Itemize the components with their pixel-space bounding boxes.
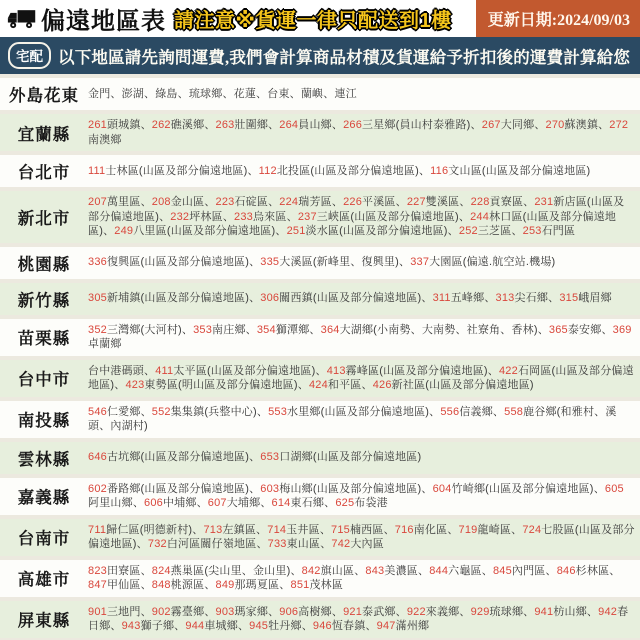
area-name: 阿里山鄉 bbox=[88, 497, 133, 509]
postal-code: 237 bbox=[297, 210, 317, 223]
area-name: 和平區 bbox=[327, 379, 362, 391]
area-name: 大園區(偏遠.航空站.機場) bbox=[429, 256, 556, 269]
postal-code: 605 bbox=[604, 482, 624, 495]
area-name: 三星鄉(員山村泰雅路) bbox=[362, 119, 471, 131]
area-name: 南澳鄉 bbox=[88, 133, 122, 146]
area-name: 員山鄉 bbox=[298, 119, 332, 131]
postal-code: 713 bbox=[203, 523, 223, 536]
postal-code: 207 bbox=[88, 196, 107, 208]
table-row bbox=[0, 319, 640, 356]
postal-code: 313 bbox=[495, 292, 515, 305]
postal-code: 261 bbox=[88, 119, 107, 131]
area-name: 歸仁區(明德新村) bbox=[106, 523, 193, 536]
postal-code: 946 bbox=[312, 620, 332, 632]
area-name: 瑞芳區 bbox=[298, 196, 332, 208]
home-delivery-badge: 宅配 bbox=[8, 42, 51, 69]
area-name: 枋山鄉 bbox=[553, 605, 587, 618]
table-row bbox=[0, 360, 640, 397]
truck-icon bbox=[7, 8, 37, 30]
area-name: 八里區(山區及部分偏遠地區) bbox=[133, 225, 276, 237]
area-name: 楠西區 bbox=[349, 523, 384, 536]
area-name: 霧臺鄉 bbox=[170, 605, 205, 618]
postal-code: 606 bbox=[144, 497, 163, 509]
postal-code: 711 bbox=[88, 523, 107, 536]
postal-code: 263 bbox=[215, 119, 235, 131]
postal-code: 311 bbox=[432, 292, 451, 305]
area-list: 711歸仁區(明德新村)、713左鎮區、714玉井區、715楠西區、716南化區、719龍崎區、724七股區(山區及部分偏遠地區)、732白河區關仔嶺地區、733東山區、742大內區 bbox=[88, 523, 635, 550]
area-name: 三灣鄉(大河村) bbox=[106, 323, 182, 336]
area-name: 北投區(山區及部分偏遠地區) bbox=[276, 164, 419, 177]
postal-code: 352 bbox=[88, 323, 107, 336]
area-list: 546仁愛鄉、552集集鎮(兵整中心)、553水里鄉(山區及部分偏遠地區)、556信義鄉、558鹿谷鄉(和雅村、溪頭、內湖村) bbox=[88, 405, 617, 432]
area-name: 那瑪夏區 bbox=[234, 579, 280, 591]
area-name: 燕巢區(尖山里、金山里) bbox=[170, 564, 291, 577]
area-name: 七股區(山區及部分偏遠地區) bbox=[88, 523, 635, 550]
postal-code: 232 bbox=[170, 210, 190, 223]
area-name: 文山區(山區及部分偏遠地區) bbox=[448, 164, 591, 177]
area-name: 車城鄉 bbox=[204, 620, 238, 632]
area-name: 南化區 bbox=[413, 523, 448, 536]
postal-code: 272 bbox=[609, 119, 629, 131]
postal-code: 233 bbox=[234, 210, 253, 223]
area-name: 來義鄉 bbox=[425, 605, 460, 618]
postal-code: 941 bbox=[534, 605, 554, 618]
area-name: 大同鄉 bbox=[500, 119, 535, 131]
area-list: 台中港碼頭、411太平區(山區及部分偏遠地區)、413霧峰區(山區及部分偏遠地區)、422石岡區(山區及部分偏遠地區)、423東勢區(明山區及部分偏遠地區)、424和平區、426新社區(山區及部分偏遠地區) bbox=[88, 364, 634, 391]
postal-code: 422 bbox=[498, 364, 518, 377]
postal-code: 226 bbox=[343, 196, 363, 208]
area-name: 頭城鎮 bbox=[106, 119, 141, 131]
area-name: 綠島 bbox=[155, 87, 178, 100]
area-name: 金門 bbox=[88, 87, 111, 100]
postal-code: 249 bbox=[114, 225, 134, 237]
postal-code: 714 bbox=[267, 523, 287, 536]
postal-code: 558 bbox=[504, 405, 524, 418]
area-name: 杉林區 bbox=[575, 564, 610, 577]
area-name: 淡水區(山區及部分偏遠地區) bbox=[305, 225, 448, 237]
postal-code: 227 bbox=[406, 196, 426, 208]
table-row bbox=[0, 601, 640, 638]
area-list: 646古坑鄉(山區及部分偏遠地區)、653口湖鄉(山區及部分偏遠地區) bbox=[88, 451, 422, 464]
area-name: 瑪家鄉 bbox=[234, 605, 269, 618]
postal-code: 944 bbox=[185, 620, 205, 632]
postal-code: 929 bbox=[470, 605, 490, 618]
postal-code: 947 bbox=[376, 620, 396, 632]
postal-code: 921 bbox=[343, 605, 363, 618]
postal-code: 262 bbox=[151, 119, 171, 131]
postal-code: 824 bbox=[151, 564, 171, 577]
area-name: 獅潭鄉 bbox=[275, 323, 310, 336]
postal-code: 844 bbox=[429, 564, 449, 577]
area-name: 白河區關仔嶺地區 bbox=[166, 538, 257, 550]
area-name: 士林區(山區及部分偏遠地區) bbox=[105, 164, 248, 177]
postal-code: 646 bbox=[88, 451, 107, 464]
area-name: 三芝區 bbox=[477, 225, 512, 237]
area-name: 礁溪鄉 bbox=[170, 119, 205, 131]
table-row bbox=[0, 560, 640, 597]
area-name: 恆春鎮 bbox=[331, 620, 366, 632]
area-name: 水里鄉(山區及部分偏遠地區) bbox=[287, 405, 430, 418]
postal-code: 715 bbox=[331, 523, 350, 536]
area-name: 蘇澳鎮 bbox=[564, 119, 599, 131]
area-list: 602番路鄉(山區及部分偏遠地區)、603梅山鄉(山區及部分偏遠地區)、604竹崎鄉(山區及部分偏遠地區)、605阿里山鄉、606中埔鄉、607大埔鄉、614東石鄉、625布袋港 bbox=[88, 482, 624, 509]
postal-code: 848 bbox=[151, 579, 171, 591]
postal-code: 553 bbox=[268, 405, 288, 418]
table-row bbox=[0, 478, 640, 515]
postal-code: 602 bbox=[88, 482, 107, 495]
table-row bbox=[0, 114, 640, 151]
area-name: 坪林區 bbox=[189, 210, 223, 223]
area-name: 牡丹鄉 bbox=[268, 620, 302, 632]
area-name: 尖石鄉 bbox=[514, 292, 549, 305]
area-name: 信義鄉 bbox=[459, 405, 493, 418]
area-name: 林口區(山區及部分偏遠地區) bbox=[88, 210, 617, 237]
area-name: 中埔鄉 bbox=[162, 497, 197, 509]
region-label: 桃園縣 bbox=[17, 255, 71, 274]
area-name: 新店區(山區及部分偏遠地區) bbox=[88, 196, 625, 223]
area-name: 平溪區 bbox=[362, 196, 396, 208]
area-name: 琉球鄉 bbox=[489, 605, 524, 618]
postal-code: 849 bbox=[215, 579, 235, 591]
area-name: 集集鎮(兵整中心) bbox=[170, 405, 257, 418]
area-name: 茂林區 bbox=[309, 579, 344, 591]
postal-code: 424 bbox=[308, 379, 328, 391]
area-name: 花蓮 bbox=[233, 87, 257, 100]
area-name: 內門區 bbox=[511, 564, 546, 577]
postal-code: 906 bbox=[279, 605, 299, 618]
postal-code: 305 bbox=[88, 292, 107, 305]
area-name: 石岡區(山區及部分偏遠地區) bbox=[88, 364, 634, 391]
postal-code: 253 bbox=[522, 225, 542, 237]
postal-code: 306 bbox=[260, 292, 280, 305]
postal-code: 716 bbox=[394, 523, 414, 536]
region-label: 新竹縣 bbox=[17, 291, 71, 310]
area-name: 田寮區 bbox=[106, 564, 141, 577]
update-date-badge: 更新日期:2024/09/03 bbox=[476, 0, 640, 37]
postal-code: 270 bbox=[545, 119, 565, 131]
postal-code: 556 bbox=[440, 405, 460, 418]
postal-code: 112 bbox=[258, 164, 277, 177]
area-name: 貢寮區 bbox=[489, 196, 524, 208]
area-name: 桃源區 bbox=[170, 579, 205, 591]
area-name: 新埔鎮(山區及部分偏遠地區) bbox=[106, 292, 250, 305]
postal-code: 945 bbox=[249, 620, 269, 632]
postal-code: 546 bbox=[88, 405, 107, 418]
area-name: 玉井區 bbox=[286, 523, 320, 536]
notice-bar bbox=[0, 37, 640, 74]
postal-code: 552 bbox=[151, 405, 171, 418]
area-name: 甲仙區 bbox=[106, 579, 141, 591]
postal-code: 902 bbox=[151, 605, 171, 618]
postal-code: 116 bbox=[430, 164, 449, 177]
area-name: 霧峰區(山區及部分偏遠地區) bbox=[345, 364, 488, 377]
area-name: 美濃區 bbox=[384, 564, 418, 577]
region-label: 屏東縣 bbox=[17, 612, 71, 630]
area-list: 352三灣鄉(大河村)、353南庄鄉、354獅潭鄉、364大湖鄉(小南勢、大南勢、社寮角、香林)、365泰安鄉、369卓蘭鄉 bbox=[88, 323, 632, 350]
region-label: 宜蘭縣 bbox=[17, 125, 71, 144]
postal-code: 252 bbox=[458, 225, 478, 237]
postal-code: 223 bbox=[215, 196, 235, 208]
area-name: 梅山鄉(山區及部分偏遠地區) bbox=[279, 482, 422, 495]
area-name: 琉球鄉 bbox=[188, 87, 223, 100]
region-table bbox=[0, 74, 640, 640]
postal-code: 336 bbox=[88, 256, 107, 269]
area-name: 三峽區(山區及部分偏遠地區) bbox=[316, 210, 459, 223]
postal-code: 337 bbox=[410, 256, 430, 269]
postal-code: 742 bbox=[331, 538, 351, 550]
postal-code: 266 bbox=[343, 119, 363, 131]
postal-code: 228 bbox=[470, 196, 490, 208]
area-name: 高樹鄉 bbox=[298, 605, 332, 618]
postal-code: 426 bbox=[372, 379, 392, 391]
table-row bbox=[0, 442, 640, 474]
area-list: 336復興區(山區及部分偏遠地區)、335大溪區(新峰里、復興里)、337大園區(偏遠.航空站.機場) bbox=[88, 256, 556, 269]
postal-code: 614 bbox=[271, 497, 291, 509]
area-name: 龍崎區 bbox=[477, 523, 512, 536]
area-name: 新社區(山區及部分偏遠地區) bbox=[391, 379, 534, 391]
region-label: 台北市 bbox=[17, 164, 71, 182]
area-name: 大內區 bbox=[350, 538, 384, 550]
area-name: 五峰鄉 bbox=[450, 292, 485, 305]
postal-code: 411 bbox=[155, 364, 174, 377]
area-list: 261頭城鎮、262礁溪鄉、263壯圍鄉、264員山鄉、266三星鄉(員山村泰雅路)、267大同鄉、270蘇澳鎮、272南澳鄉 bbox=[88, 119, 629, 146]
area-list: 305新埔鎮(山區及部分偏遠地區)、306關西鎮(山區及部分偏遠地區)、311五峰鄉、313尖石鄉、315峨眉鄉 bbox=[88, 292, 612, 305]
area-name: 春日鄉 bbox=[88, 605, 629, 632]
area-name: 番路鄉(山區及部分偏遠地區) bbox=[106, 482, 250, 495]
area-name: 連江 bbox=[334, 87, 357, 100]
area-name: 澎湖 bbox=[121, 87, 145, 100]
area-name: 峨眉鄉 bbox=[578, 292, 612, 305]
postal-code: 732 bbox=[147, 538, 167, 550]
area-name: 仁愛鄉 bbox=[106, 405, 141, 418]
area-name: 泰安鄉 bbox=[567, 323, 602, 336]
notice-text: 以下地區請先詢問運費,我們會計算商品材積及貨運給予折扣後的運費計算給您 bbox=[58, 47, 631, 67]
postal-code: 208 bbox=[151, 196, 171, 208]
postal-code: 604 bbox=[432, 482, 452, 495]
postal-code: 224 bbox=[279, 196, 299, 208]
postal-code: 903 bbox=[215, 605, 235, 618]
postal-code: 335 bbox=[260, 256, 280, 269]
area-list: 111士林區(山區及部分偏遠地區)、112北投區(山區及部分偏遠地區)、116文山區(山區及部分偏遠地區) bbox=[88, 164, 591, 177]
title-bar bbox=[0, 0, 640, 37]
area-name: 左鎮區 bbox=[222, 523, 257, 536]
area-name: 石門區 bbox=[541, 225, 576, 237]
postal-code: 251 bbox=[286, 225, 306, 237]
area-name: 雙溪區 bbox=[425, 196, 460, 208]
area-name: 萬里區 bbox=[106, 196, 141, 208]
postal-code: 364 bbox=[320, 323, 340, 336]
table-row bbox=[0, 155, 640, 187]
area-name: 獅子鄉 bbox=[140, 620, 175, 632]
postal-code: 111 bbox=[88, 164, 106, 177]
postal-code: 942 bbox=[598, 605, 618, 618]
postal-code: 843 bbox=[365, 564, 385, 577]
area-name: 古坑鄉(山區及部分偏遠地區) bbox=[106, 451, 250, 464]
region-label: 高雄市 bbox=[17, 571, 71, 589]
region-label: 南投縣 bbox=[17, 412, 71, 430]
postal-code: 267 bbox=[481, 119, 501, 131]
postal-code: 369 bbox=[612, 323, 632, 336]
postal-code: 264 bbox=[279, 119, 299, 131]
postal-code: 724 bbox=[522, 523, 542, 536]
area-name: 大溪區(新峰里、復興里) bbox=[279, 256, 399, 269]
postal-code: 423 bbox=[125, 379, 145, 391]
area-name: 旗山區 bbox=[320, 564, 355, 577]
postal-code: 365 bbox=[548, 323, 568, 336]
area-name: 烏來區 bbox=[253, 210, 287, 223]
postal-code: 231 bbox=[534, 196, 554, 208]
area-name: 蘭嶼 bbox=[300, 87, 324, 100]
delivery-warning: 請注意※貨運一律只配送到1樓 bbox=[174, 10, 452, 32]
area-name: 石碇區 bbox=[234, 196, 269, 208]
postal-code: 719 bbox=[458, 523, 478, 536]
area-name: 鹿谷鄉(和雅村、溪頭、內湖村) bbox=[88, 405, 617, 432]
postal-code: 842 bbox=[301, 564, 321, 577]
region-label: 雲林縣 bbox=[17, 450, 71, 469]
area-name: 三地門 bbox=[106, 605, 141, 618]
area-name: 大湖鄉(小南勢、大南勢、社寮角、香林) bbox=[339, 323, 538, 336]
postal-code: 413 bbox=[326, 364, 346, 377]
region-label: 外島花東 bbox=[9, 87, 79, 105]
postal-code: 653 bbox=[260, 451, 280, 464]
region-label: 台中市 bbox=[17, 371, 71, 389]
postal-code: 353 bbox=[193, 323, 213, 336]
area-name: 竹崎鄉(山區及部分偏遠地區) bbox=[451, 482, 594, 495]
postal-code: 603 bbox=[260, 482, 280, 495]
table-row bbox=[0, 247, 640, 279]
region-label: 台南市 bbox=[17, 530, 71, 548]
area-list: 金門、澎湖、綠島、琉球鄉、花蓮、台東、蘭嶼、連江 bbox=[88, 87, 357, 100]
area-name: 東勢區(明山區及部分偏遠地區) bbox=[144, 379, 298, 391]
area-name: 太平區(山區及部分偏遠地區) bbox=[173, 364, 316, 377]
postal-code: 354 bbox=[256, 323, 276, 336]
table-row bbox=[0, 283, 640, 315]
postal-code: 845 bbox=[492, 564, 512, 577]
table-row bbox=[0, 191, 640, 243]
area-name: 滿州鄉 bbox=[395, 620, 430, 632]
postal-code: 733 bbox=[267, 538, 287, 550]
table-row bbox=[0, 78, 640, 110]
postal-code: 315 bbox=[559, 292, 579, 305]
postal-code: 607 bbox=[207, 497, 227, 509]
postal-code: 901 bbox=[88, 605, 107, 618]
area-name: 台中港碼頭 bbox=[88, 364, 144, 377]
postal-code: 851 bbox=[290, 579, 310, 591]
page-title: 偏遠地區表 bbox=[41, 9, 166, 35]
postal-code: 846 bbox=[556, 564, 576, 577]
postal-code: 922 bbox=[406, 605, 426, 618]
area-name: 關西鎮(山區及部分偏遠地區) bbox=[279, 292, 422, 305]
area-name: 大埔鄉 bbox=[226, 497, 261, 509]
area-name: 壯圍鄉 bbox=[234, 119, 269, 131]
postal-code: 823 bbox=[88, 564, 107, 577]
postal-code: 625 bbox=[335, 497, 355, 509]
area-list: 823田寮區、824燕巢區(尖山里、金山里)、842旗山區、843美濃區、844六龜區、845內門區、846杉林區、847甲仙區、848桃源區、849那瑪夏區、851茂林區 bbox=[88, 564, 621, 591]
postal-code: 244 bbox=[470, 210, 490, 223]
area-name: 泰武鄉 bbox=[362, 605, 396, 618]
area-name: 復興區(山區及部分偏遠地區) bbox=[106, 256, 250, 269]
area-name: 六龜區 bbox=[448, 564, 482, 577]
area-name: 南庄鄉 bbox=[212, 323, 246, 336]
area-name: 台東 bbox=[267, 87, 290, 100]
table-row bbox=[0, 519, 640, 556]
table-row bbox=[0, 401, 640, 438]
area-list: 901三地門、902霧臺鄉、903瑪家鄉、906高樹鄉、921泰武鄉、922來義鄉、929琉球鄉、941枋山鄉、942春日鄉、943獅子鄉、944車城鄉、945牡丹鄉、946恆春鎮、947滿州鄉 bbox=[88, 605, 629, 632]
area-name: 金山區 bbox=[170, 196, 205, 208]
region-label: 苗栗縣 bbox=[17, 330, 71, 348]
area-name: 口湖鄉(山區及部分偏遠地區) bbox=[279, 451, 422, 464]
area-list: 207萬里區、208金山區、223石碇區、224瑞芳區、226平溪區、227雙溪區、228貢寮區、231新店區(山區及部分偏遠地區)、232坪林區、233烏來區、237三峽區(山區及部分偏遠地區)、244林口區(山區及部分偏遠地區)、249八里區(山區及部分偏遠地區)、251淡水區(山區及部分偏遠地區)、252三芝區、253石門區 bbox=[88, 196, 625, 237]
postal-code: 943 bbox=[121, 620, 141, 632]
postal-code: 847 bbox=[88, 579, 107, 591]
region-label: 嘉義縣 bbox=[17, 489, 71, 507]
area-name: 東石鄉 bbox=[290, 497, 325, 509]
area-name: 東山區 bbox=[286, 538, 321, 550]
area-name: 布袋港 bbox=[354, 497, 388, 509]
area-name: 卓蘭鄉 bbox=[88, 338, 122, 350]
region-label: 新北市 bbox=[17, 209, 71, 228]
